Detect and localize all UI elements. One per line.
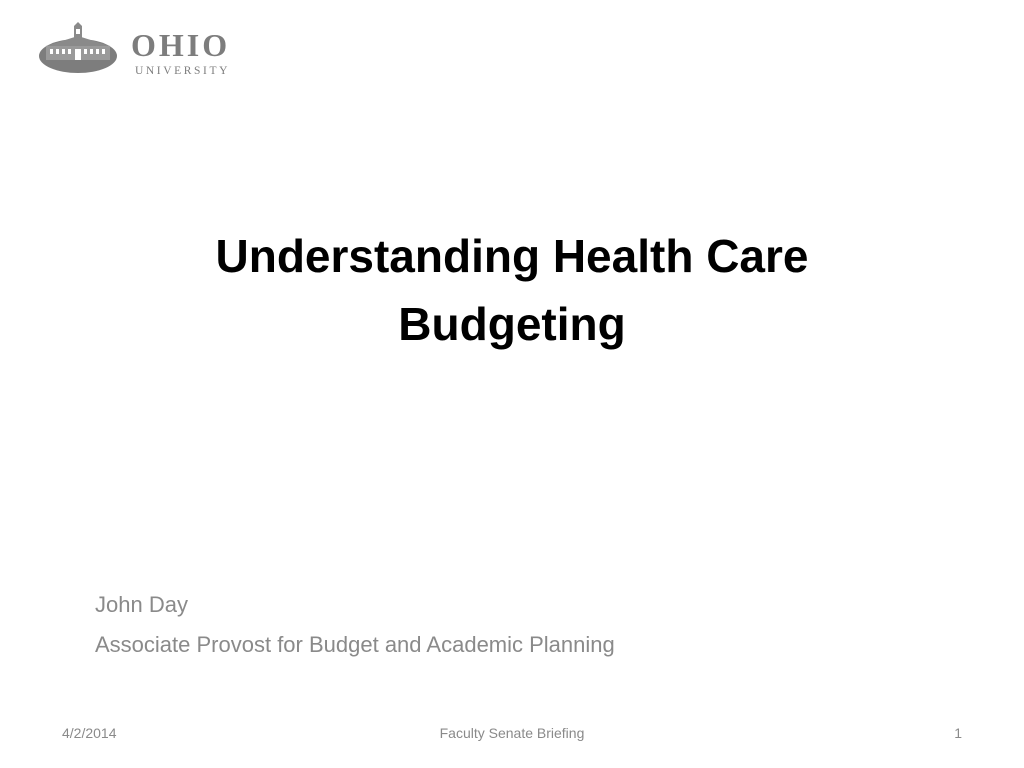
university-seal-icon bbox=[38, 22, 128, 78]
logo-subtext: UNIVERSITY bbox=[135, 65, 230, 77]
presenter-name: John Day bbox=[95, 592, 188, 617]
footer-center-text: Faculty Senate Briefing bbox=[439, 725, 585, 741]
slide-title bbox=[120, 222, 904, 358]
slide-title-line-2: Budgeting bbox=[398, 298, 626, 350]
footer-page-number: 1 bbox=[954, 725, 962, 741]
footer-date: 4/2/2014 bbox=[62, 725, 117, 741]
logo-wordmark: OHIO bbox=[131, 27, 231, 63]
slide-subtitle bbox=[95, 585, 955, 665]
slide-title-line-1: Understanding Health Care bbox=[215, 230, 809, 282]
ohio-university-logo bbox=[38, 22, 243, 78]
presenter-role: Associate Provost for Budget and Academic Planning bbox=[95, 632, 615, 657]
